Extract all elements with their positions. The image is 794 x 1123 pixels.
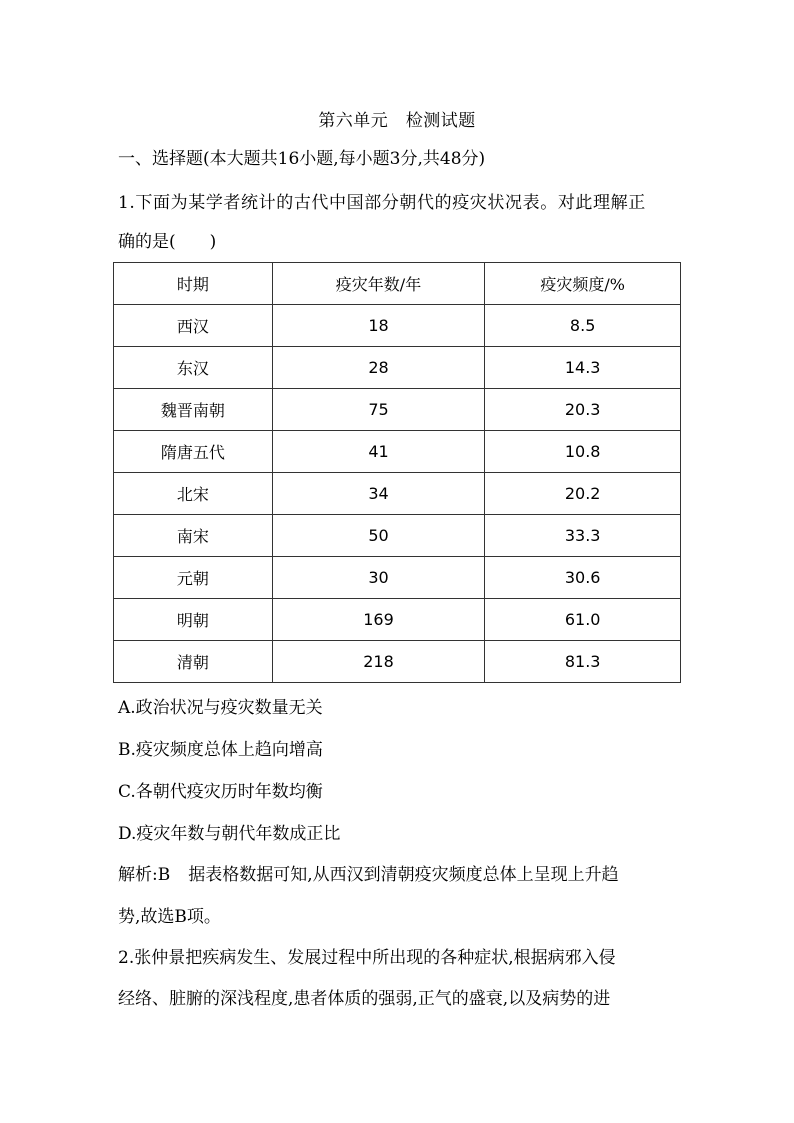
table-row [114,305,681,347]
cell-period: 北宋 [114,473,273,515]
analysis-label: 解析:B [118,865,171,885]
option-a: A.政治状况与疫灾数量无关 [118,698,323,718]
analysis-line-2: 势,故选B项。 [118,907,221,927]
cell-period: 西汉 [114,305,273,347]
cell-period: 魏晋南朝 [114,389,273,431]
table-header-row [114,263,681,305]
option-d: D.疫灾年数与朝代年数成正比 [118,824,341,844]
cell-plague-years: 18 [272,305,485,347]
cell-plague-frequency: 14.3 [485,347,681,389]
cell-plague-frequency: 10.8 [485,431,681,473]
cell-plague-frequency: 33.3 [485,515,681,557]
section-heading: 一、选择题(本大题共16小题,每小题3分,共48分) [118,149,486,169]
header-period: 时期 [114,263,273,305]
cell-plague-frequency: 20.2 [485,473,681,515]
table-row [114,515,681,557]
cell-plague-years: 218 [272,641,485,683]
cell-plague-frequency: 30.6 [485,557,681,599]
table-row [114,347,681,389]
option-c: C.各朝代疫灾历时年数均衡 [118,782,323,802]
cell-period: 清朝 [114,641,273,683]
cell-plague-years: 169 [272,599,485,641]
cell-plague-frequency: 20.3 [485,389,681,431]
cell-plague-years: 41 [272,431,485,473]
cell-plague-years: 75 [272,389,485,431]
cell-plague-years: 34 [272,473,485,515]
question-2-stem-line-1: 2.张仲景把疾病发生、发展过程中所出现的各种症状,根据病邪入侵 [118,948,616,968]
cell-plague-years: 28 [272,347,485,389]
table-row [114,641,681,683]
cell-plague-frequency: 61.0 [485,599,681,641]
table-row [114,389,681,431]
cell-plague-frequency: 8.5 [485,305,681,347]
cell-plague-frequency: 81.3 [485,641,681,683]
cell-plague-years: 30 [272,557,485,599]
cell-period: 南宋 [114,515,273,557]
question-1-stem-line-2: 确的是( ) [118,232,217,252]
cell-period: 东汉 [114,347,273,389]
header-plague-frequency: 疫灾频度/% [485,263,681,305]
question-2-stem-line-2: 经络、脏腑的深浅程度,患者体质的强弱,正气的盛衰,以及病势的进 [118,989,611,1009]
table-row [114,473,681,515]
table-row [114,599,681,641]
page-title: 第六单元 检测试题 [318,111,476,131]
option-b: B.疫灾频度总体上趋向增高 [118,740,323,760]
table-row [114,431,681,473]
cell-period: 明朝 [114,599,273,641]
table-row [114,557,681,599]
plague-statistics-table [113,262,681,683]
question-1-stem-line-1: 1.下面为某学者统计的古代中国部分朝代的疫灾状况表。对此理解正 [118,193,646,213]
cell-period: 元朝 [114,557,273,599]
analysis-text: 据表格数据可知,从西汉到清朝疫灾频度总体上呈现上升趋 [188,865,619,885]
analysis-line-1 [118,864,678,886]
header-plague-years: 疫灾年数/年 [272,263,485,305]
cell-period: 隋唐五代 [114,431,273,473]
cell-plague-years: 50 [272,515,485,557]
